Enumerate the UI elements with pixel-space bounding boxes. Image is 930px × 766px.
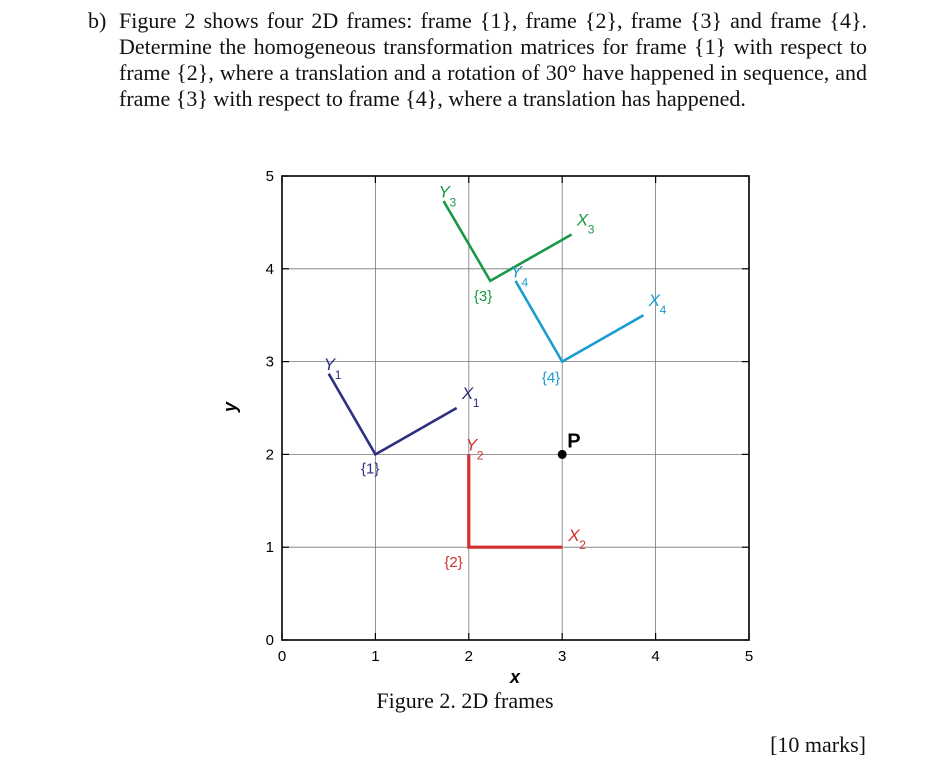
point-p-marker — [558, 450, 567, 459]
point-p-label: P — [567, 430, 581, 453]
y-tick-label: 0 — [265, 632, 274, 649]
y-tick-label: 1 — [265, 539, 274, 557]
frame-4-y-label: Y — [510, 262, 522, 282]
frame-1-x-label: X — [461, 384, 474, 404]
frame-2-y-subscript: 2 — [476, 448, 484, 463]
x-tick-label: 5 — [744, 648, 754, 665]
frame-4-x-label: X — [648, 291, 661, 311]
frame-2-y-label: Y — [465, 435, 478, 455]
frame-1-y-label: Y — [323, 355, 336, 375]
frame-3-y-label: Y — [438, 182, 450, 202]
frame-1-y-subscript: 1 — [334, 368, 342, 383]
frame-3-x-label: X — [576, 210, 589, 230]
question-text: Figure 2 shows four 2D frames: frame {1}, frame {2}, frame {3} and frame {4}. Determine the homogeneous transformation matrices for frame {1} with respect to frame {2}, where a translation and a rotation of 30° have happened in sequence, and frame {3} with respect to frame {4}, where a translation has happened. — [119, 8, 867, 111]
frame-3-origin-label: {3} — [473, 287, 493, 305]
frame-1-x-subscript: 1 — [472, 396, 480, 411]
frame-1-axes — [329, 374, 457, 455]
plot-frame — [282, 176, 749, 640]
frame-2-axes — [469, 454, 562, 547]
frame-3-x-subscript: 3 — [587, 222, 595, 237]
x-axis-label: x — [509, 667, 521, 687]
frame-4-axes — [516, 281, 644, 362]
frame-2-origin-label: {2} — [444, 554, 463, 572]
frame-2-x-subscript: 2 — [579, 538, 586, 553]
y-axis-label: y — [220, 401, 240, 413]
frame-4-y-subscript: 4 — [521, 275, 529, 290]
marks-label: [10 marks] — [770, 732, 866, 757]
question-label: b) — [88, 8, 107, 33]
x-tick-label: 2 — [464, 648, 473, 665]
frame-2-x-label: X — [568, 526, 580, 546]
y-tick-label: 3 — [265, 353, 274, 371]
x-tick-label: 1 — [371, 648, 380, 665]
x-tick-label: 0 — [277, 648, 287, 665]
y-tick-label: 2 — [265, 446, 274, 464]
y-tick-label: 4 — [265, 260, 274, 278]
frame-4-origin-label: {4} — [541, 369, 561, 387]
figure-caption: Figure 2. 2D frames — [376, 688, 554, 713]
x-tick-label: 4 — [651, 648, 660, 665]
frame-1-origin-label: {1} — [361, 460, 380, 478]
frame-3-y-subscript: 3 — [449, 195, 457, 210]
y-tick-label: 5 — [265, 168, 274, 185]
x-tick-label: 3 — [558, 648, 567, 665]
frame-4-x-subscript: 4 — [659, 303, 667, 318]
